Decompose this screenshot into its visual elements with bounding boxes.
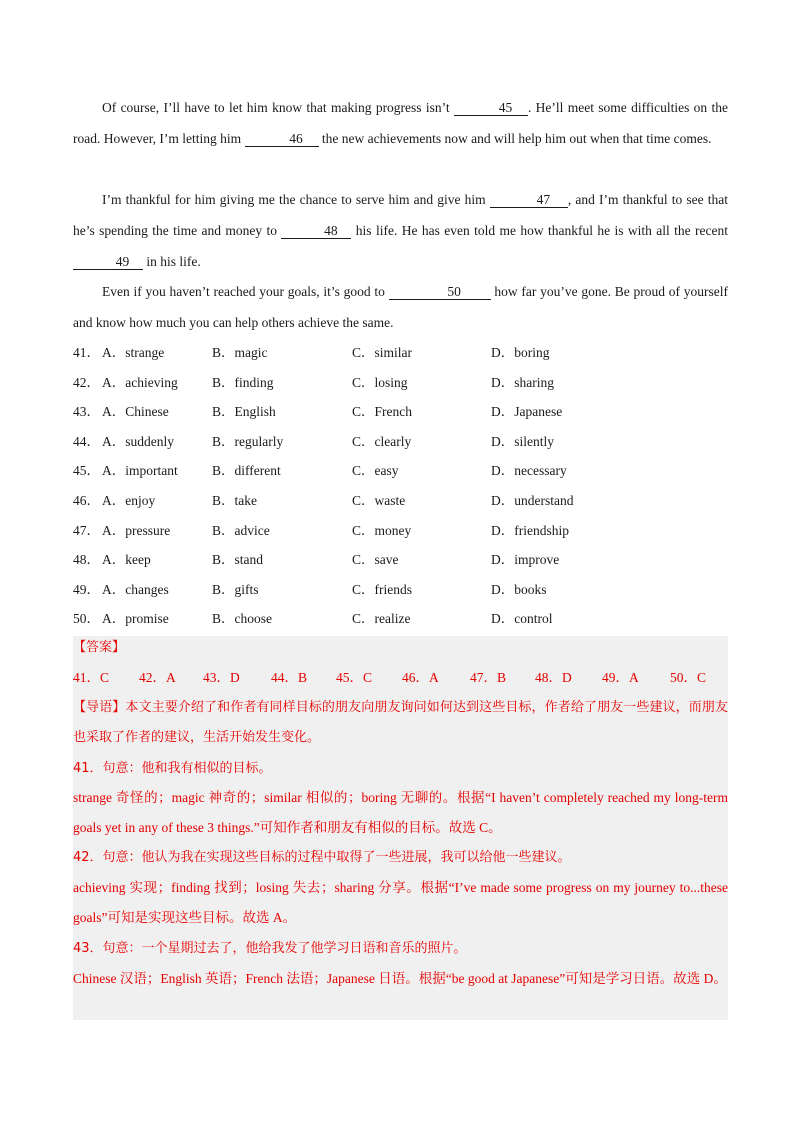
question-number: 41． (73, 345, 100, 360)
option-c: C．waste (352, 492, 406, 508)
question-number: 45． (73, 463, 100, 479)
passage-text: his life. He has even told me how thankful he is with all the recent (351, 223, 728, 238)
option-row (73, 516, 728, 546)
option-a: A．enjoy (102, 492, 156, 508)
option-a: A．keep (102, 552, 151, 568)
option-b: B．magic (212, 345, 268, 360)
option-row (73, 397, 728, 427)
option-row (73, 486, 728, 516)
passage-text: Even if you haven’t reached your goals, it’s good to (102, 284, 389, 299)
question-number: 47． (73, 522, 100, 538)
option-d: D．necessary (491, 463, 567, 479)
option-b: B．stand (212, 552, 264, 568)
option-row (73, 338, 728, 368)
passage-text: , and I’m thankful to see that he’s spending the time and money to (73, 192, 728, 238)
answer-key: 50．C (670, 670, 707, 685)
question-number: 43． (73, 404, 100, 420)
option-a: A．important (102, 463, 178, 479)
q43-explanation: Chinese 汉语；English 英语；French 法语；Japanese 日语。根据“be good at Japanese”可知是学习日语。故选 D。 (73, 971, 727, 986)
option-d: D．control (491, 611, 553, 627)
option-c: C．losing (352, 374, 408, 390)
option-b: B．gifts (212, 581, 259, 597)
passage-text: in his life. (143, 254, 201, 269)
option-d: D．friendship (491, 522, 569, 538)
question-number: 42． (73, 374, 100, 390)
blank-46: 46 (245, 131, 319, 147)
answer-heading: 【答案】 (73, 640, 126, 655)
blank-49: 49 (73, 254, 143, 270)
option-a: A．strange (102, 345, 165, 360)
option-b: B．finding (212, 374, 274, 390)
answer-key: 49．A (602, 670, 639, 685)
option-c: C．clearly (352, 433, 412, 449)
passage-text: . He’ll meet some difficulties on the road. However, I’m letting him (73, 100, 728, 146)
q42-meaning: 42．句意：他认为我在实现这些目标的过程中取得了一些进展，我可以给他一些建议。 (73, 850, 571, 865)
option-row (73, 575, 728, 605)
question-number: 46． (73, 492, 100, 508)
q41-meaning: 41．句意：他和我有相似的目标。 (73, 761, 272, 776)
option-a: A．changes (102, 581, 169, 597)
option-b: B．regularly (212, 433, 284, 449)
q41-explanation: strange 奇怪的；magic 神奇的；similar 相似的；boring 无聊的。根据“I haven’t completely reached my long-term goals yet in any of these 3 things.”可知作者和朋友有相似的目标。故选 C。 (73, 790, 728, 835)
question-number: 44． (73, 433, 100, 449)
option-c: C．realize (352, 611, 411, 627)
option-d: D．understand (491, 492, 574, 508)
options-table (73, 338, 728, 634)
option-a: A．promise (102, 611, 169, 627)
option-c: C．friends (352, 581, 412, 597)
option-c: C．money (352, 522, 412, 538)
q42-explanation: achieving 实现；finding 找到；losing 失去；sharing 分享。根据“I’ve made some progress on my journey to...these goals”可知是实现这些目标。故选 A。 (73, 880, 728, 925)
answer-key: 48．D (535, 670, 572, 685)
option-b: B．choose (212, 611, 272, 627)
option-row (73, 456, 728, 486)
passage-text: I’m thankful for him giving me the chance to serve him and give him (102, 192, 490, 207)
guide-text: 【导语】本文主要介绍了和作者有同样目标的朋友向朋友询问如何达到这些目标，作者给了朋友一些建议，而朋友也采取了作者的建议，生活开始发生变化。 (73, 700, 728, 745)
option-row (73, 604, 728, 634)
question-number: 49． (73, 581, 100, 597)
q43-meaning: 43．句意：一个星期过去了，他给我发了他学习日语和音乐的照片。 (73, 941, 467, 956)
option-row (73, 368, 728, 398)
blank-48: 48 (281, 223, 351, 239)
blank-50: 50 (389, 284, 491, 300)
blank-45: 45 (454, 100, 528, 116)
answer-key: 46．A (402, 670, 439, 685)
option-b: B．English (212, 404, 276, 420)
option-b: B．take (212, 492, 257, 508)
answer-key: 45．C (336, 670, 373, 685)
option-row (73, 427, 728, 457)
answer-key: 42．A (139, 670, 176, 685)
option-c: C．similar (352, 345, 412, 360)
option-c: C．French (352, 404, 412, 420)
option-a: A．pressure (102, 522, 171, 538)
passage-text: Of course, I’ll have to let him know that making progress isn’t (102, 100, 454, 115)
answer-key-row (73, 663, 733, 693)
answer-key: 47．B (470, 670, 507, 685)
option-d: D．silently (491, 433, 554, 449)
option-row (73, 545, 728, 575)
option-b: B．advice (212, 522, 270, 538)
option-c: C．easy (352, 463, 399, 479)
option-a: A．suddenly (102, 433, 174, 449)
option-d: D．books (491, 581, 547, 597)
option-a: A．achieving (102, 374, 178, 390)
option-d: D．Japanese (491, 404, 563, 420)
blank-47: 47 (490, 192, 568, 208)
passage-text: the new achievements now and will help him out when that time comes. (318, 131, 712, 146)
passage-paragraph-1 (73, 92, 728, 154)
option-d: D．improve (491, 552, 560, 568)
question-number: 48． (73, 552, 100, 568)
answer-key: 41．C (73, 670, 110, 685)
question-number: 50． (73, 611, 100, 627)
answer-key: 44．B (271, 670, 308, 685)
passage-paragraph-3 (73, 276, 728, 338)
passage-paragraph-2 (73, 184, 728, 277)
answer-key: 43．D (203, 670, 240, 685)
option-d: D．boring (491, 345, 550, 360)
passage-text: how far you’ve gone. Be proud of yourself and know how much you can help others achieve the same. (73, 284, 729, 330)
option-c: C．save (352, 552, 399, 568)
option-d: D．sharing (491, 374, 554, 390)
option-b: B．different (212, 463, 281, 479)
option-a: A．Chinese (102, 404, 169, 420)
